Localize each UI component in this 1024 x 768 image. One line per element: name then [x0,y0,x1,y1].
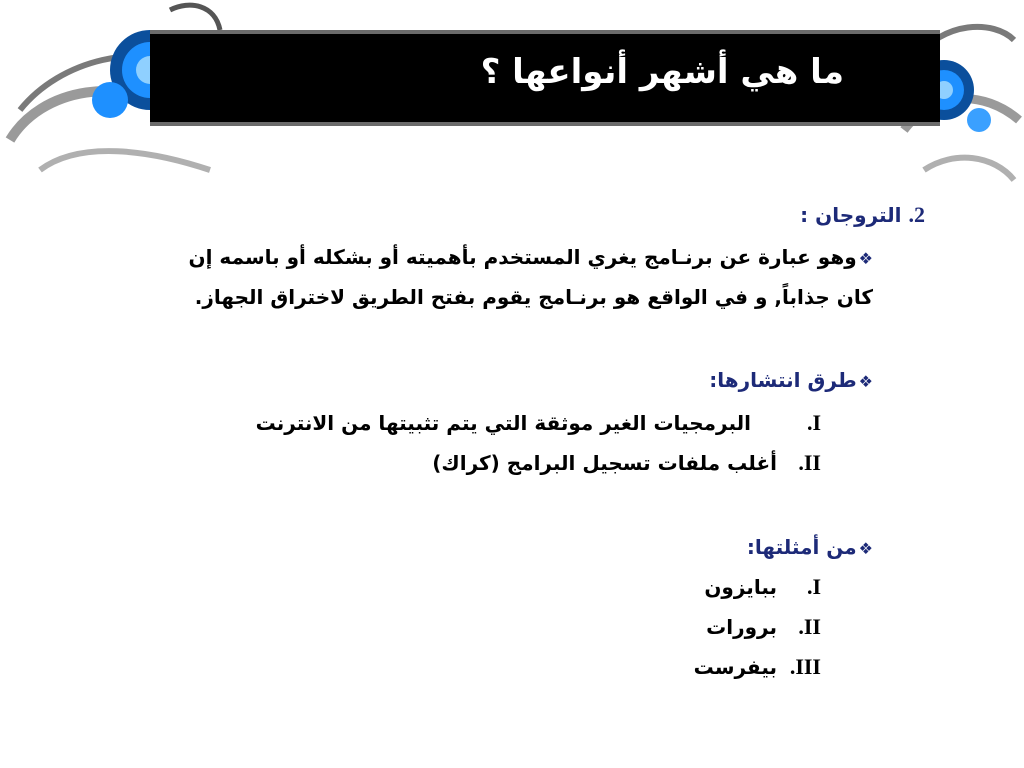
spread-heading-wrap [709,368,873,392]
bullet-icon: ❖ [858,539,873,558]
bullet-icon: ❖ [858,249,873,268]
spread-item-2: II.أغلب ملفات تسجيل البرامج (كراك) [432,450,821,475]
description-line-2: كان جذاباً, و في الواقع هو برنـامج يقوم بفتح الطريق لاختراق الجهاز. [194,285,873,309]
example-item-3: III.بيفرست [693,654,821,679]
section-heading [800,202,925,228]
bullet-icon: ❖ [858,372,873,391]
slide-title: ما هي أشهر أنواعها ؟ [480,52,844,92]
description-line-1-wrap [189,245,873,269]
examples-heading: من أمثلتها: [746,535,857,559]
example-item-1: I.ببايزون [704,574,821,599]
slide-content [45,0,925,768]
spread-heading: طرق انتشارها: [709,368,857,392]
section-number: 2. [908,202,925,227]
description-line-1: وهو عبارة عن برنـامج يغري المستخدم بأهميته أو بشكله أو باسمه إن [188,245,857,269]
spread-item-1: I.البرمجيات الغير موثقة التي يتم تثبيتها من الانترنت [255,410,821,435]
section-title: التروجان : [800,203,902,227]
examples-heading-wrap [747,535,873,559]
example-item-2: II.برورات [706,614,821,639]
